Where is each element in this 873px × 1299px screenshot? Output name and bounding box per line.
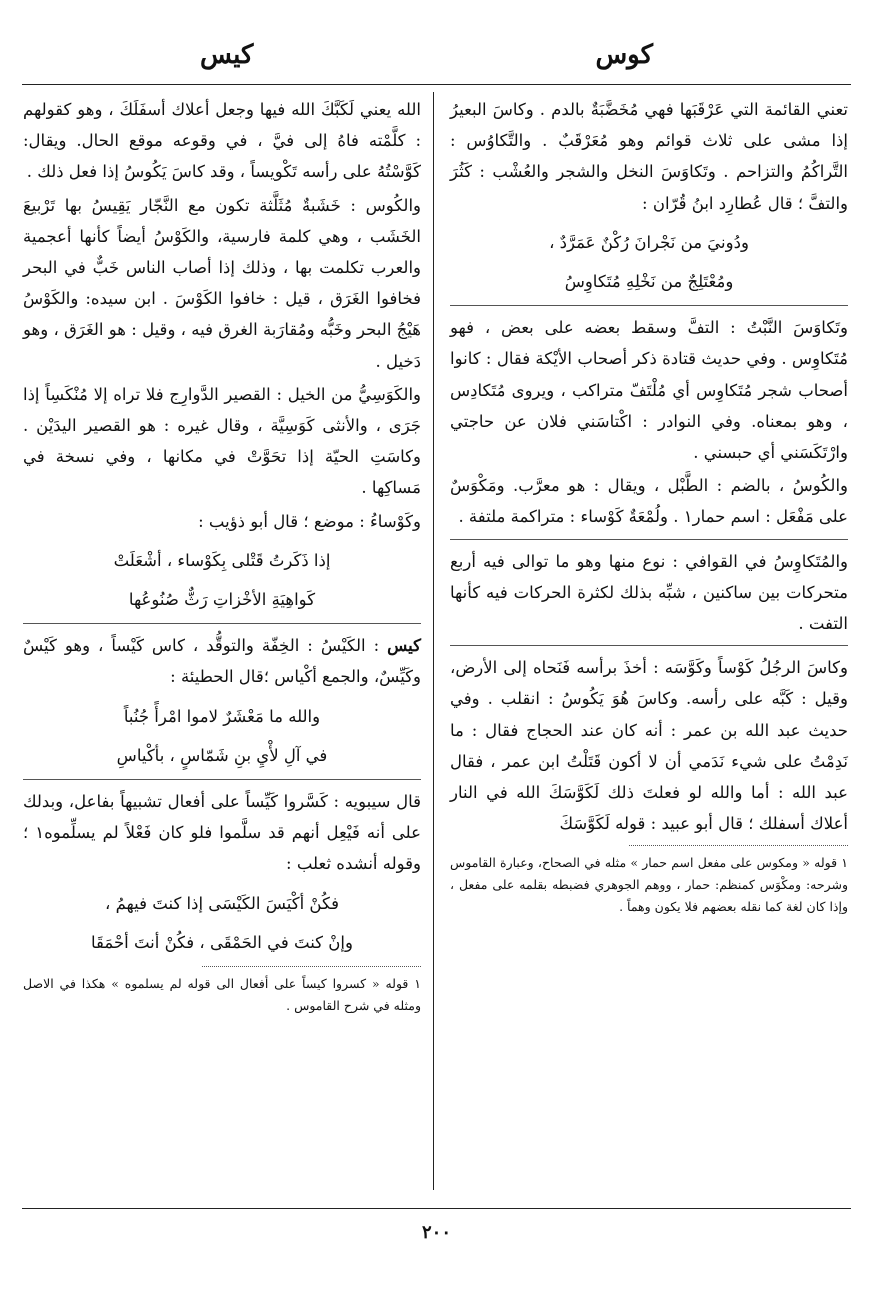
paragraph: وتَكاوَسَ النَّبْتُ : التفَّ وسقط بعضه على بعض ، فهو مُتَكاوِس . وفي حديث قتادة ذكر أصحاب الأيْكة فقال : كانوا أصحاب شجر مُتَكاوِس أي مُلْتَفّ متراكب ، ويروى مُتَكادِس ، وهو بمعناه. وفي النوادر : اكْتاسَني فلان عن حاجتي وارْتَكَسَني أي حبسني . [450, 318, 848, 463]
column-divider [433, 92, 434, 1190]
divider [450, 645, 848, 646]
footer-rule [22, 1208, 851, 1209]
divider [23, 779, 421, 780]
divider [450, 305, 848, 306]
left-column [23, 94, 421, 1017]
entry-paragraph [23, 630, 421, 692]
entry-headword: كيس [387, 636, 422, 656]
paragraph: والكُوسُ ، بالضم : الطَّبْل ، ويقال : هو معرَّب. ومَكْوَسٌ على مَفْعَل : اسم حمار١ . ولُمْعَةٌ كَوْساء : متراكمة ملتفة . [450, 476, 848, 527]
footnote-rule [629, 845, 848, 846]
right-column [450, 94, 848, 918]
paragraph: الله يعني لَكَبَّكَ الله فيها وجعل أعلاك أسفَلَكَ ، وهو كقولهم : كلَّمْته فاهُ إلى فيَّ ، في وقوعه موقع الحال. ويقال: كَوَّسْتُهُ على رأسه تَكْويساً ، وقد كاسَ يَكُوسُ إذا فعل ذلك . [23, 100, 421, 182]
entry-text: : الكَيْسُ : الخِفّة والتوقُّد ، كاس كَيْساً ، وهو كَيْسٌ وكَيِّسٌ، والجمع أكْياس ؛قال الحطيئة : [23, 636, 421, 687]
verse-line: في آلِ لأْيِ بنِ شَمّاسٍ ، بأكْياسِ [116, 745, 328, 765]
footnote-rule [202, 966, 421, 967]
paragraph: والكُوس : خَشَبةٌ مُثَلَّثة تكون مع النَّجّار يَقِيسُ بها تَرْبيعَ الخَشَب ، وهي كلمة فارسية، والكَوْسُ أيضاً كأنها أعجمية والعرب تكلمت بها ، وذلك إذا أصاب الناس خَبٌّ في البحر فخافوا الغَرَق ، قيل : خافوا الكَوْسَ . ابن سيده: والكَوْسُ هَيْجُ البحر وخَبُّه ومُقارَبة الغرق فيه ، وقيل : هو الغَرَق ، وهو دَخيل . [23, 195, 421, 371]
paragraph: والكَوَسِيُّ من الخيل : القصير الدَّوارِج فلا تراه إلا مُنْكَسِاً إذا جَرَى ، والأنثى كَوَسِيَّة ، وقال غيره : هو القصير اليدَيْن . وكاسَتِ الحيّة إذا تحَوَّتْ في مكانها ، وفي نسخة في مَساكِها . [23, 384, 421, 498]
footnote: ١ قوله « كسروا كيساً على أفعال الى قوله لم يسلموه » هكذا في الاصل ومثله في شرح القاموس . [23, 976, 421, 1014]
verse-line: فكُنْ أكْيَسَ الكَيْسَى إذا كنتَ فيهمُ ، [105, 893, 339, 913]
paragraph: تعني القائمة التي عَرْقَبَها فهي مُخَضَّبَةٌ بالدم . وكاسَ البعيرُ إذا مشى على ثلاث قوائم وهو مُعَرْقَبٌ . والتَّكاوُس : التَّراكُمُ والتزاحم . وتَكاوَسَ النخل والشجر والعُشْب : كَثُرَ والتفَّ ؛ قال عُطارِد ابنُ قُرّان : [450, 100, 848, 213]
header-left-entry: كيس [200, 40, 254, 70]
verse-line: وإنْ كنتَ في الحَمْقَى ، فكُنْ أنتَ أحْمَقَا [91, 932, 353, 952]
verse-line: والله ما مَعْشَرٌ لاموا امْرأً جُنُباً [123, 706, 321, 726]
verse-line: ودُونيَ من نَجْرانَ رُكْنٌ عَمَرَّدٌ ، [549, 232, 749, 252]
verse-line: إذا ذَكَرتُ قَتْلى بِكَوْساء ، أشْعَلَتْ [113, 550, 331, 570]
divider [23, 623, 421, 624]
paragraph: قال سيبويه : كَسَّروا كَيِّساً على أفعال تشبيهاً بفاعل، وبدلك على أنه فَيْعِل أنهم قد سلَّموا فلو كان فَعْلاً لم يسلِّموه١ ؛ وقوله أنشده ثعلب : [23, 792, 421, 874]
paragraph: والمُتَكاوِسُ في القوافي : نوع منها وهو ما توالى فيه أربع متحركات بين ساكنين ، شبِّه بذلك لكثرة الحركات فيه كأنها التفت . [450, 551, 848, 634]
header-right-entry: كوس [595, 40, 653, 70]
divider [450, 539, 848, 540]
paragraph: وكاسَ الرجُلُ كَوْساً وكَوَّسَه : أخذَ برأسه فَنَحاه إلى الأرض، وقيل : كَبَّه على رأسه. وكاسَ هُوَ يَكُوسُ : انقلب . وفي حديث عبد الله بن عمر : أنه كان عند الحجاج فقال : ما نَدِمْتُ على شيء نَدَمي أن لا أكون قَتَلْتُ ابن عمر ، فقال عبد الله : أما والله لو فعلتَ ذلك لَكَوَّسَكَ الله في النار أعلاك أسفلك ؛ قال أبو عبيد : قوله لَكَوَّسَكَ [450, 658, 848, 834]
page-number: ٢٠٠ [421, 1222, 451, 1243]
verse-line: ومُعْتَلِجٌ من نَخْلِهِ مُتَكاوِسُ [564, 272, 734, 292]
paragraph: وكَوْساءُ : موضع ؛ قال أبو ذؤيب : [198, 511, 421, 531]
footnote: ١ قوله « ومكوس على مفعل اسم حمار » مثله في الصحاح، وعبارة القاموس وشرحه: ومكْوَس كمنظم: حمار ، ووهم الجوهري فضبطه بقلمه على مفعل ، وإذا كان لغة كما نقله بعضهم فلا يكون وهماً . [450, 855, 848, 915]
header-rule [22, 84, 851, 85]
verse-line: كَواهِيَةِ الأخْزاتِ رَثٌّ صُنُوعُها [128, 590, 316, 610]
